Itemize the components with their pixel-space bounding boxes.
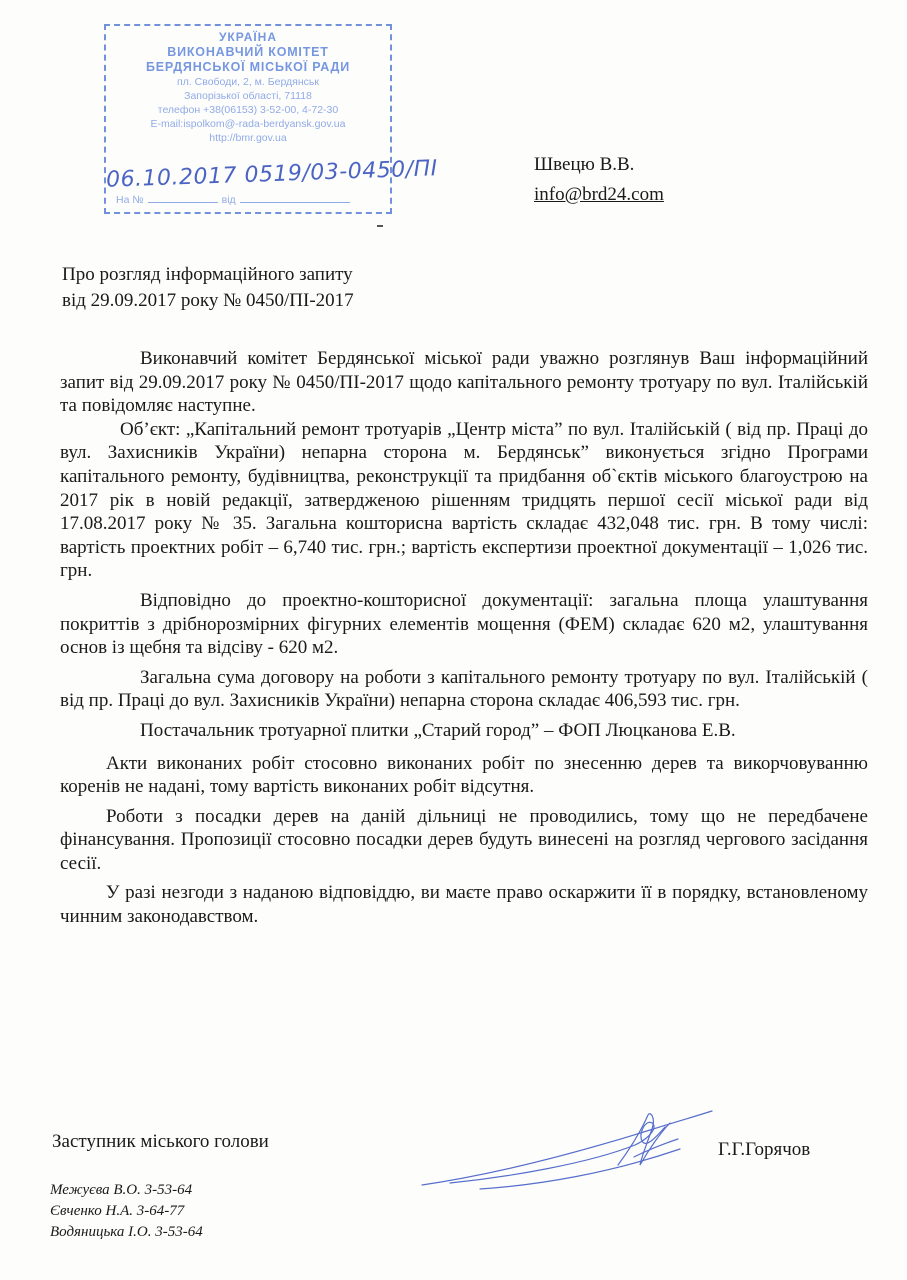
stamp-ref-date-blank: [240, 202, 350, 203]
subject-line2: від 29.09.2017 року № 0450/ПІ-2017: [62, 290, 354, 311]
addressee-block: [534, 150, 664, 210]
handwritten-signature: [420, 1105, 720, 1195]
contact-line: Євченко Н.А. 3-64-77: [50, 1203, 185, 1219]
stamp-ref-blank: [148, 202, 218, 203]
body-paragraph-2: Об’єкт: „Капітальний ремонт тротуарів „Центр міста” по вул. Італійській ( від пр. Праці до вул. Захисників України) непарна сторона м. Бердянськ” виконується згідно Програми капітального ремонту, будівництва, реконструкції та придбання об`єктів міського благоустрою на 2017 рік в новій редакції, затвердженою рішенням тридцять першої сесії міської ради від 17.08.2017 року № 35. Загальна кошторисна вартість складає 432,048 тис. грн. В тому числі: вартість проектних робіт – 6,740 тис. грн.; вартість експертизи проектної документації – 1,026 тис. грн.: [60, 418, 868, 582]
subject-line1: Про розгляд інформаційного запиту: [62, 264, 353, 285]
stamp-org-line1: ВИКОНАВЧИЙ КОМІТЕТ: [167, 45, 329, 59]
stamp-org-line2: БЕРДЯНСЬКОЇ МІСЬКОЇ РАДИ: [145, 60, 351, 74]
stamp-ref-from: від: [221, 194, 236, 206]
body-paragraph-6: Акти виконаних робіт стосовно виконаних робіт по знесенню дерев та викорчовуванню коренів не надані, тому вартість виконаних робіт відсутня.: [60, 752, 868, 798]
body-paragraph-3: Відповідно до проектно-кошторисної документації: загальна площа улаштування покриттів з дрібнорозмірних фігурних елементів мощення (ФЕМ) складає 620 м2, улаштування основ із щебня та відсіву - 620 м2.: [60, 589, 868, 659]
contacts-block: [50, 1180, 203, 1243]
stamp-ref-prefix: На №: [116, 194, 144, 206]
body-paragraph-8: У разі незгоди з наданою відповіддю, ви маєте право оскаржити її в порядку, встановленому чинним законодавством.: [60, 882, 868, 928]
stamp-address-line1: пл. Свободи, 2, м. Бердянськ: [177, 76, 319, 88]
stamp-email: E-mail:ispolkom@-rada-berdyansk.gov.ua: [150, 118, 346, 130]
body-paragraph-7: Роботи з посадки дерев на даній дільниці не проводились, тому що не передбачене фінансування. Пропозиції стосовно посадки дерев будуть винесені на розгляд чергового засідання сесії.: [60, 805, 868, 874]
subject-block: [62, 262, 354, 314]
scan-mark: [377, 225, 383, 227]
handwritten-outgoing-number: 06.10.2017 0519/03-0450/ПІ: [105, 156, 439, 193]
stamp-address-line2: Запорізької області, 71118: [184, 90, 312, 102]
stamp-website: http://bmr.gov.ua: [209, 132, 287, 144]
body-paragraph-5: Постачальник тротуарної плитки „Старий город” – ФОП Люцканова Е.В.: [140, 719, 736, 741]
addressee-name: Швецю В.В.: [534, 154, 635, 175]
signatory-position: Заступник міського голови: [52, 1131, 269, 1152]
letter-body: [60, 347, 868, 929]
stamp-country: УКРАЇНА: [218, 30, 278, 44]
registration-stamp: [104, 24, 439, 214]
body-paragraph-4: Загальна сума договору на роботи з капітального ремонту тротуару по вул. Італійській ( від пр. Праці до вул. Захисників України) непарна сторона складає 406,593 тис. грн.: [60, 666, 868, 712]
body-paragraph-1: Виконавчий комітет Бердянської міської ради уважно розглянув Ваш інформаційний запит від 29.09.2017 року № 0450/ПІ-2017 щодо капітального ремонту тротуару по вул. Італійській та повідомляє наступне.: [60, 348, 868, 417]
addressee-email[interactable]: info@brd24.com: [534, 184, 664, 205]
contact-line: Водяницька І.О. 3-53-64: [50, 1224, 203, 1240]
signer-name: Г.Г.Горячов: [718, 1139, 811, 1160]
stamp-phone: телефон +38(06153) 3-52-00, 4-72-30: [157, 104, 339, 116]
contact-line: Межуєва В.О. 3-53-64: [50, 1182, 193, 1198]
stamp-reference-line: [116, 194, 350, 206]
